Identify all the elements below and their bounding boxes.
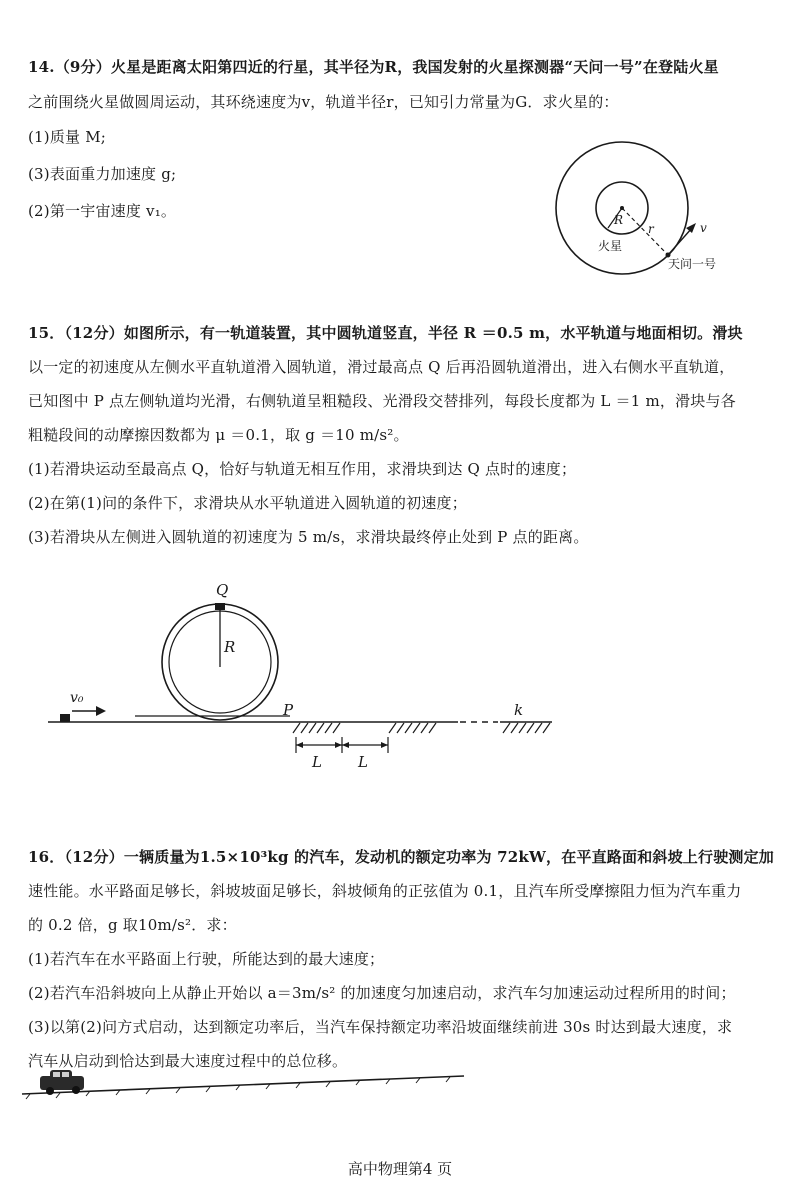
dim-arrow-3 — [342, 742, 349, 748]
label-v: v — [700, 221, 707, 235]
dim-arrow-1 — [296, 742, 303, 748]
rough-segment-2 — [389, 723, 436, 733]
radius-r-line — [622, 208, 668, 255]
q15-part2: (2)在第(1)问的条件下，求滑块从水平轨道进入圆轨道的初速度； — [28, 494, 467, 512]
loop-track-figure — [40, 575, 570, 775]
q15-part1: (1)若滑块运动至最高点 Q，恰好与轨道无相互作用，求滑块到达 Q 点时的速度； — [28, 460, 577, 478]
label-r: r — [648, 222, 654, 236]
q16-line1: 16．（12分）一辆质量为1.5×10³kg 的汽车，发动机的额定功率为 72kW，在平直路面和斜坡上行驶测定加 — [28, 848, 774, 866]
q14-part2: (3)表面重力加速度 g; — [28, 165, 177, 183]
label-v0: v₀ — [70, 690, 84, 706]
rough-segment-3 — [503, 723, 550, 733]
label-R: R — [614, 213, 624, 227]
car-icon — [40, 1070, 84, 1095]
label-L1: L — [312, 753, 322, 771]
q15-line4: 粗糙段间的动摩擦因数都为 μ ＝0.1，取 g ＝10 m/s²。 — [28, 426, 409, 444]
q16-line2: 速性能。水平路面足够长，斜坡坡面足够长，斜坡倾角的正弦值为 0.1，且汽车所受摩擦阻力恒为汽车重力 — [28, 882, 742, 900]
slope-hatch — [26, 1077, 450, 1099]
q16-line3: 的 0.2 倍，g 取10m/s²．求： — [28, 916, 237, 934]
label-probe: 天问一号 — [668, 257, 717, 271]
label-k: k — [514, 701, 524, 719]
rough-segment-1 — [293, 723, 340, 733]
mars-orbit-figure — [540, 140, 760, 280]
slope-line — [22, 1076, 464, 1094]
label-L2: L — [358, 753, 368, 771]
label-P: P — [283, 701, 294, 719]
q16-part3b: 汽车从启动到恰达到最大速度过程中的总位移。 — [28, 1052, 348, 1070]
v0-arrowhead — [96, 706, 106, 716]
q15-line1: 15．（12分）如图所示，有一轨道装置，其中圆轨道竖直，半径 R ＝0.5 m，水平轨道与地面相切。滑块 — [28, 324, 743, 342]
dim-arrow-4 — [381, 742, 388, 748]
slider-block — [60, 714, 70, 722]
q16-part3: (3)以第(2)问方式启动，达到额定功率后，当汽车保持额定功率沿坡面继续前进 30s 时达到最大速度，求 — [28, 1018, 733, 1036]
q15-part3: (3)若滑块从左侧进入圆轨道的初速度为 5 m/s，求滑块最终停止处到 P 点的距离。 — [28, 528, 589, 546]
car-slope-figure — [20, 1066, 470, 1100]
q14-part1: (1)质量 M; — [28, 128, 107, 146]
velocity-arrowhead — [686, 223, 696, 233]
q14-line2: 之前围绕火星做圆周运动，其环绕速度为v，轨道半径r，已知引力常量为G．求火星的： — [28, 93, 619, 111]
q16-part2: (2)若汽车沿斜坡向上从静止开始以 a＝3m/s² 的加速度匀加速启动，求汽车匀加速运动过程所用的时间； — [28, 984, 736, 1002]
q16-part1: (1)若汽车在水平路面上行驶，所能达到的最大速度； — [28, 950, 385, 968]
point-Q-block — [215, 603, 225, 610]
q14-line1: 14.（9分）火星是距离太阳第四近的行星，其半径为R，我国发射的火星探测器“天问一号”在登陆火星 — [28, 58, 719, 76]
label-R: R — [224, 638, 236, 656]
velocity-arrow — [668, 228, 692, 255]
q14-part3: (2)第一宇宙速度 v₁。 — [28, 202, 177, 220]
q15-line2: 以一定的初速度从左侧水平直轨道滑入圆轨道，滑过最高点 Q 后再沿圆轨道滑出，进入右侧水平直轨道， — [28, 358, 735, 376]
dim-arrow-2 — [335, 742, 342, 748]
page-footer: 高中物理第4 页 — [347, 1160, 453, 1178]
label-Q: Q — [216, 581, 229, 599]
label-mars: 火星 — [598, 239, 623, 253]
q15-line3: 已知图中 P 点左侧轨道均光滑，右侧轨道呈粗糙段、光滑段交替排列，每段长度都为 L ＝1 m，滑块与各 — [28, 392, 736, 410]
